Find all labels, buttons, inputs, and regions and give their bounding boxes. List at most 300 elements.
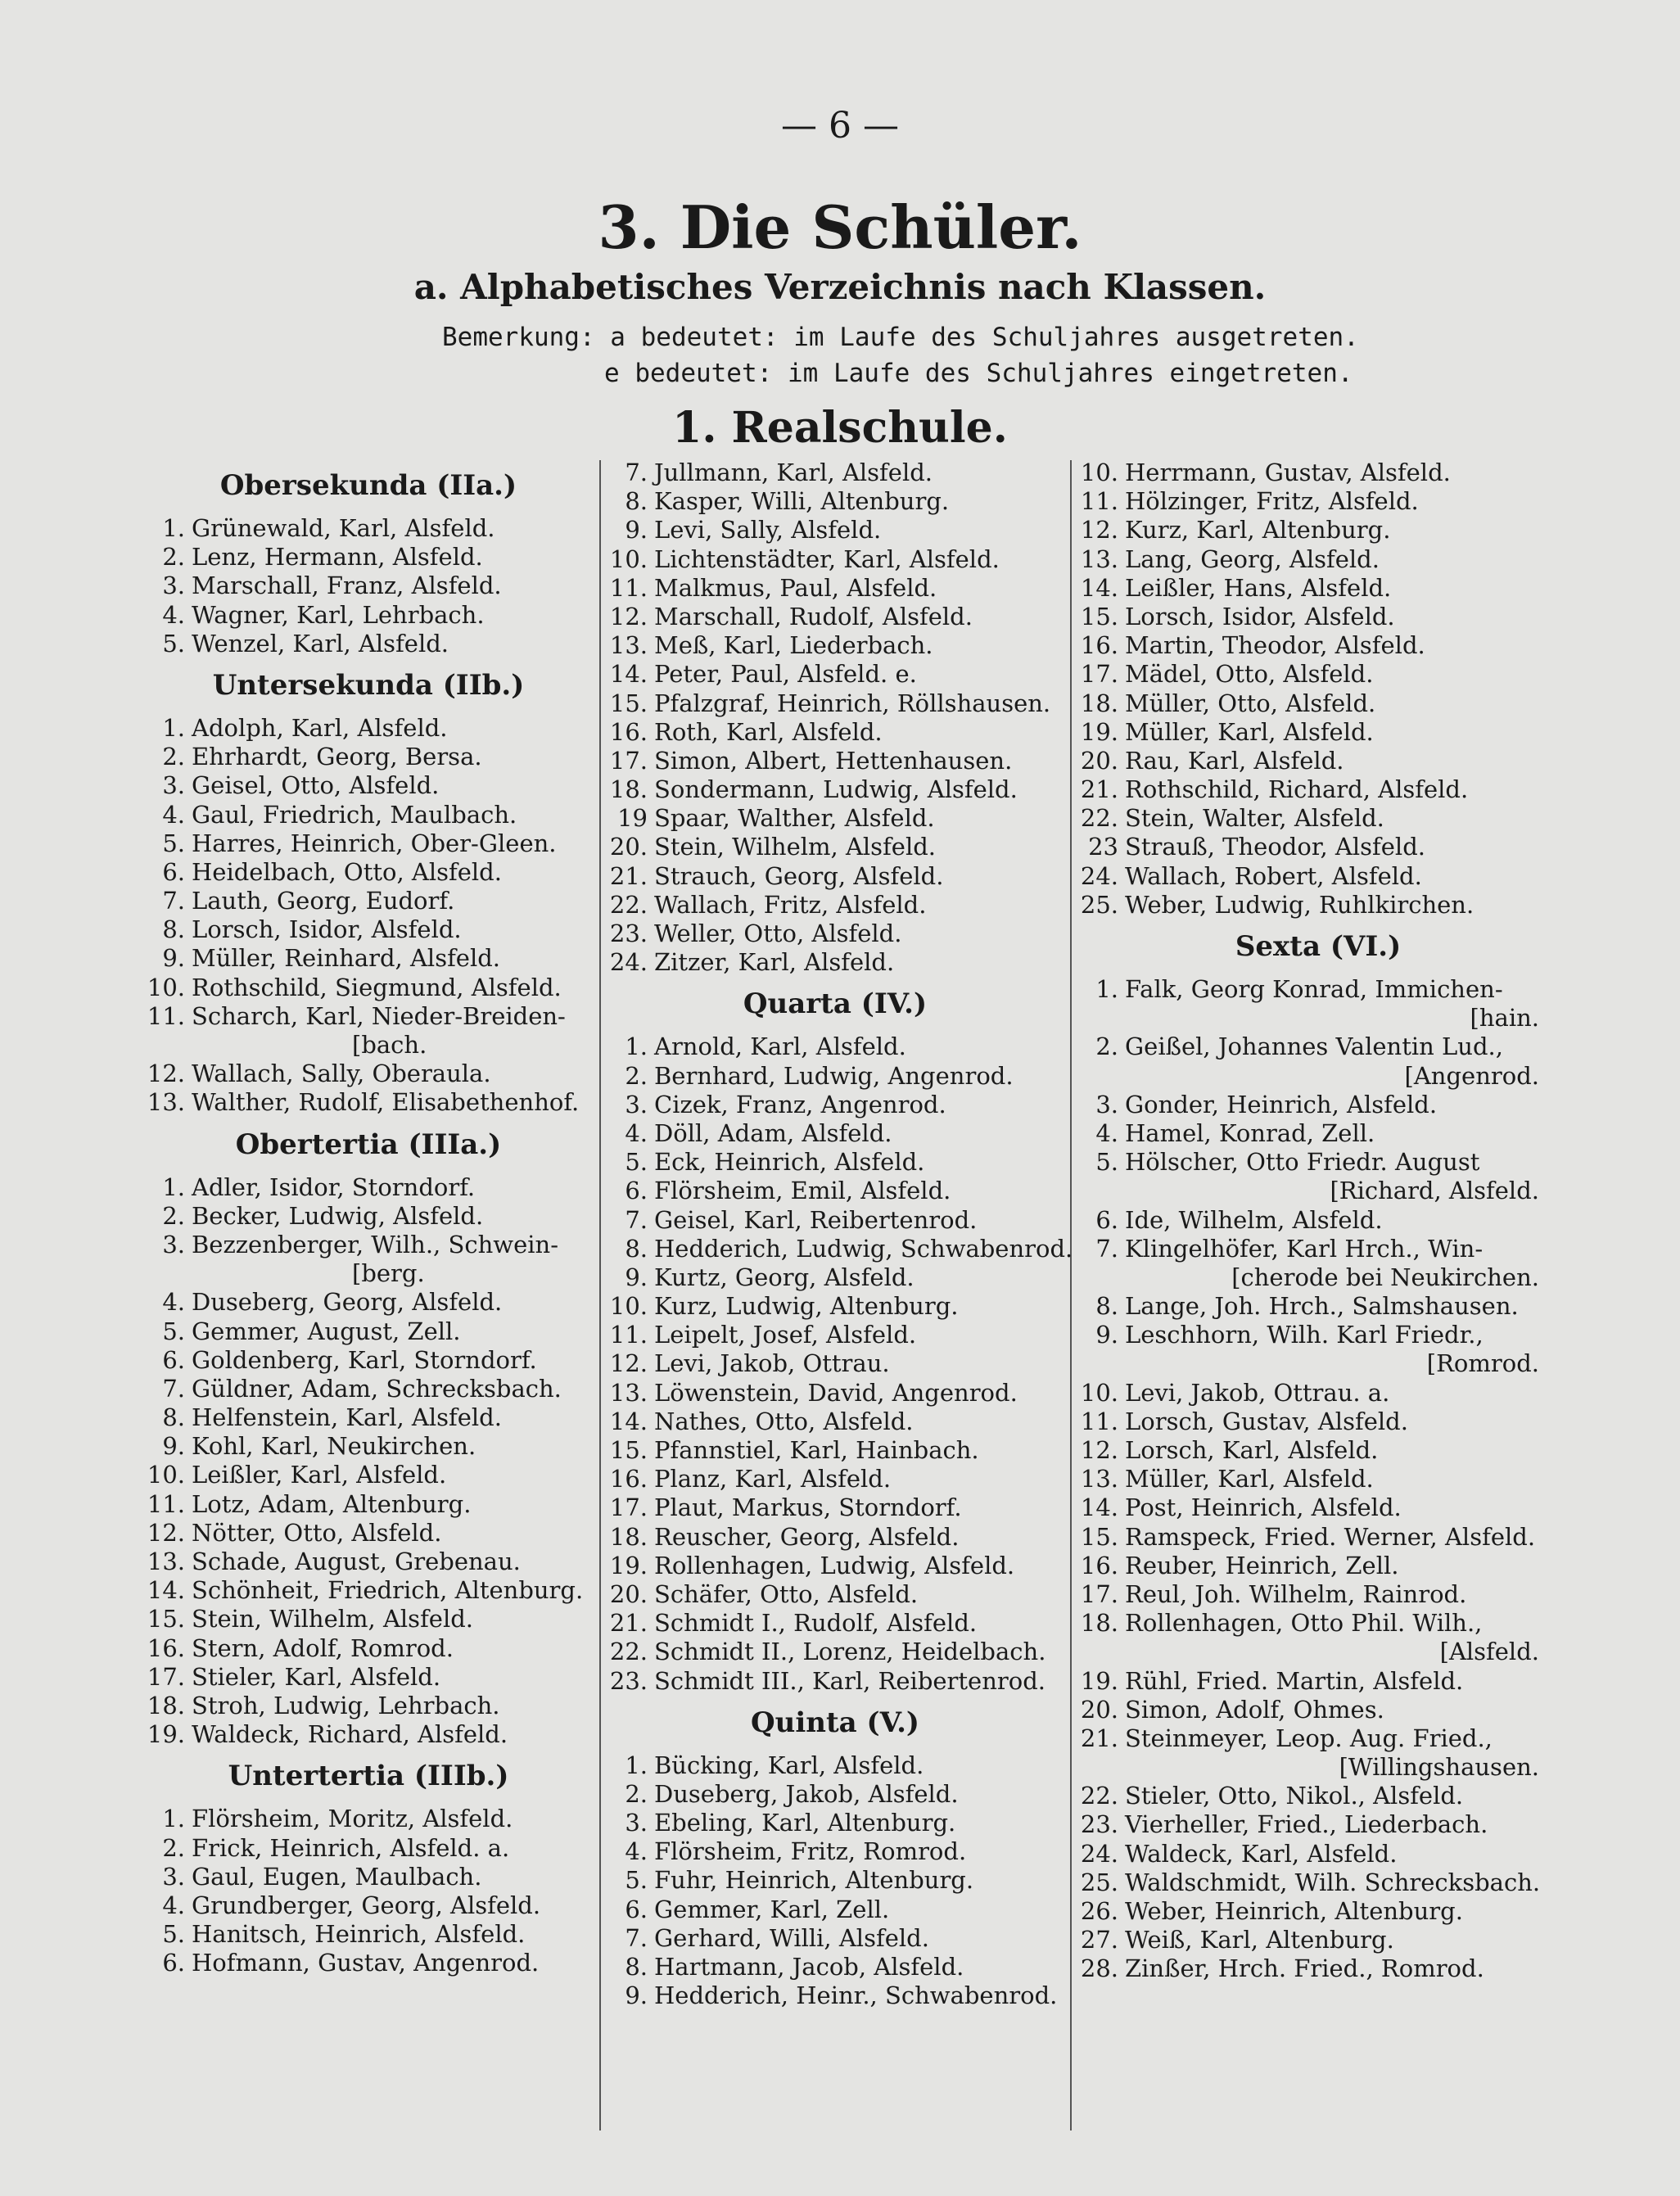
entry-number: 9. xyxy=(625,1981,648,2010)
entry-text: Simon, Adolf, Ohmes. xyxy=(1125,1695,1384,1724)
entry-text: Levi, Jakob, Ottrau. xyxy=(654,1349,890,1378)
student-entry xyxy=(602,1465,1068,1493)
student-entry xyxy=(602,545,1068,574)
entry-number: 22. xyxy=(609,890,648,919)
entry-number: 10. xyxy=(1080,1378,1118,1407)
entry-number: 3. xyxy=(1095,1090,1118,1118)
entry-text: Post, Heinrich, Alsfeld. xyxy=(1125,1493,1402,1522)
entry-number: 20. xyxy=(609,1579,648,1608)
class-heading: Quinta (V.) xyxy=(751,1706,919,1739)
student-entry xyxy=(139,1002,598,1031)
entry-number: 25. xyxy=(1080,1868,1118,1896)
entry-continuation: [Angenrod. xyxy=(1404,1061,1539,1090)
entry-text: Rothschild, Siegmund, Alsfeld. xyxy=(192,973,562,1001)
entry-text: Schade, August, Grebenau. xyxy=(192,1548,521,1575)
entry-text: Ebeling, Karl, Altenburg. xyxy=(654,1809,956,1837)
entry-text: Becker, Ludwig, Alsfeld. xyxy=(192,1201,484,1230)
entry-text: Hölscher, Otto Friedr. August xyxy=(1125,1148,1480,1177)
student-entry xyxy=(139,543,598,572)
student-entry xyxy=(139,1231,598,1259)
entry-number: 7. xyxy=(625,1923,648,1952)
student-entry xyxy=(602,1809,1068,1837)
entry-number: 4. xyxy=(625,1118,648,1147)
student-entry xyxy=(1073,459,1564,487)
student-entry xyxy=(602,1436,1068,1465)
student-entry xyxy=(602,1062,1068,1091)
student-entry xyxy=(602,1408,1068,1436)
entry-number: 9. xyxy=(625,516,648,544)
student-entry xyxy=(139,801,598,829)
entry-number: 16. xyxy=(147,1633,185,1662)
entry-text: Strauß, Theodor, Alsfeld. xyxy=(1125,833,1425,861)
entry-text: Schmidt II., Lorenz, Heidelbach. xyxy=(654,1638,1046,1666)
entry-text: Vierheller, Fried., Liederbach. xyxy=(1125,1810,1488,1839)
entry-number: 8. xyxy=(625,1953,648,1981)
entry-text: Schönheit, Friedrich, Altenburg. xyxy=(192,1576,584,1605)
entry-number: 13. xyxy=(147,1088,185,1117)
student-entry xyxy=(139,1634,598,1663)
entry-text: Lorsch, Isidor, Alsfeld. xyxy=(192,915,462,944)
student-entry xyxy=(1073,1436,1564,1465)
entry-number: 6. xyxy=(162,857,185,886)
student-entry xyxy=(1073,1667,1564,1696)
entry-number: 13. xyxy=(147,1548,185,1575)
entry-number: 8. xyxy=(162,915,185,944)
entry-text: Güldner, Adam, Schrecksbach. xyxy=(192,1374,562,1403)
student-entry xyxy=(602,1981,1068,2010)
entry-number: 2. xyxy=(162,1201,185,1230)
entry-text: Flörsheim, Emil, Alsfeld. xyxy=(654,1177,951,1205)
entry-text: Eck, Heinrich, Alsfeld. xyxy=(654,1148,925,1177)
entry-number: 11. xyxy=(609,1321,648,1349)
entry-text: Lichtenstädter, Karl, Alsfeld. xyxy=(654,544,1000,573)
entry-text: Harres, Heinrich, Ober-Gleen. xyxy=(192,829,557,857)
student-entry xyxy=(602,1177,1068,1205)
entry-text: Hofmann, Gustav, Angenrod. xyxy=(192,1949,540,1977)
class-untertertia-continued xyxy=(602,459,1068,977)
entry-number: 21. xyxy=(609,861,648,890)
student-entry xyxy=(602,833,1068,861)
entry-number: 12. xyxy=(609,602,648,630)
entry-text: Geißel, Johannes Valentin Lud., xyxy=(1125,1032,1503,1061)
entry-number: 12. xyxy=(1080,1436,1118,1464)
entry-number: 6. xyxy=(625,1895,648,1923)
entry-number: 5. xyxy=(625,1148,648,1177)
student-entry xyxy=(1073,660,1564,689)
entry-text: Pfannstiel, Karl, Hainbach. xyxy=(654,1436,979,1464)
entry-number: 13. xyxy=(1080,544,1118,573)
entry-number: 5. xyxy=(1095,1148,1118,1177)
entry-number: 11. xyxy=(1080,1407,1118,1435)
student-entry xyxy=(1073,975,1564,1004)
entry-text: Hartmann, Jacob, Alsfeld. xyxy=(654,1953,964,1981)
entry-number: 10. xyxy=(147,1461,185,1489)
entry-number: 17. xyxy=(1080,660,1118,689)
student-entry xyxy=(139,1490,598,1519)
entry-number: 28. xyxy=(1080,1954,1118,1983)
page-title: 3. Die Schüler. xyxy=(598,192,1082,262)
student-entry xyxy=(139,1060,598,1088)
entry-number: 10. xyxy=(609,1292,648,1321)
entry-number: 20. xyxy=(1080,746,1118,775)
student-entry xyxy=(602,1148,1068,1177)
entry-number: 22. xyxy=(1080,1782,1118,1810)
student-entry xyxy=(139,514,598,543)
page-number: — 6 — xyxy=(781,105,899,147)
entry-text: Gerhard, Willi, Alsfeld. xyxy=(654,1923,929,1952)
entry-text: Schmidt III., Karl, Reibertenrod. xyxy=(654,1666,1046,1695)
entry-number: 11. xyxy=(1080,487,1118,516)
entry-number: 10. xyxy=(147,973,185,1001)
entry-text: Gemmer, Karl, Zell. xyxy=(654,1895,890,1923)
entry-text: Hamel, Konrad, Zell. xyxy=(1125,1118,1375,1147)
entry-text: Strauch, Georg, Alsfeld. xyxy=(654,861,944,890)
student-entry xyxy=(602,1552,1068,1580)
entry-text: Rollenhagen, Ludwig, Alsfeld. xyxy=(654,1551,1015,1579)
student-entry xyxy=(1073,1408,1564,1436)
entry-text: Weber, Heinrich, Altenburg. xyxy=(1125,1897,1463,1925)
student-entry xyxy=(139,1375,598,1403)
entry-text: Mädel, Otto, Alsfeld. xyxy=(1125,660,1374,689)
student-entry xyxy=(1073,545,1564,574)
student-entry xyxy=(139,1949,598,1977)
entry-text: Kasper, Willi, Altenburg. xyxy=(654,487,950,516)
entry-text: Lange, Joh. Hrch., Salmshausen. xyxy=(1125,1292,1519,1321)
entry-text: Adler, Isidor, Storndorf. xyxy=(192,1173,476,1201)
entry-text: Nötter, Otto, Alsfeld. xyxy=(192,1518,442,1547)
student-entry xyxy=(1073,689,1564,718)
entry-number: 7. xyxy=(625,459,648,486)
entry-text: Simon, Albert, Hettenhausen. xyxy=(654,746,1013,775)
student-entry xyxy=(1073,1609,1564,1638)
student-entry xyxy=(139,714,598,743)
entry-number: 3. xyxy=(162,771,185,800)
entry-text: Geisel, Otto, Alsfeld. xyxy=(192,771,440,800)
column-divider-left xyxy=(599,460,601,2130)
entry-text: Martin, Theodor, Alsfeld. xyxy=(1125,631,1425,660)
entry-number: 15. xyxy=(1080,1522,1118,1551)
entry-number: 5. xyxy=(162,1920,185,1949)
student-entry xyxy=(602,920,1068,948)
entry-number: 2. xyxy=(162,543,185,572)
entry-number: 22. xyxy=(1080,804,1118,833)
entry-number: 5. xyxy=(625,1866,648,1895)
entry-number: 13. xyxy=(1080,1465,1118,1493)
entry-number: 9. xyxy=(1095,1321,1118,1349)
student-entry xyxy=(602,1924,1068,1953)
entry-text: Stroh, Ludwig, Lehrbach. xyxy=(192,1691,500,1719)
subtitle: a. Alphabetisches Verzeichnis nach Klassen. xyxy=(413,267,1267,307)
entry-text: Spaar, Walther, Alsfeld. xyxy=(654,804,935,833)
entry-text: Duseberg, Jakob, Alsfeld. xyxy=(654,1779,959,1808)
class-quarta xyxy=(602,983,1073,1695)
entry-number: 27. xyxy=(1080,1926,1118,1954)
entry-number: 10. xyxy=(1080,459,1118,486)
student-entry xyxy=(1073,631,1564,660)
entry-number: 4. xyxy=(162,800,185,829)
entry-number: 1. xyxy=(625,1751,648,1779)
entry-text: Cizek, Franz, Angenrod. xyxy=(654,1090,946,1118)
entry-continuation: [hain. xyxy=(1470,1004,1539,1032)
entry-number: 1. xyxy=(162,514,185,542)
entry-text: Lenz, Hermann, Alsfeld. xyxy=(192,543,483,572)
entry-text: Adolph, Karl, Alsfeld. xyxy=(192,713,448,742)
entry-text: Kurz, Karl, Altenburg. xyxy=(1125,516,1391,544)
class-untertertia xyxy=(139,1755,598,1977)
entry-text: Gaul, Friedrich, Maulbach. xyxy=(192,800,517,829)
entry-number: 13. xyxy=(609,1378,648,1407)
entry-text: Wallach, Fritz, Alsfeld. xyxy=(654,890,927,919)
entry-number: 4. xyxy=(162,600,185,629)
entry-text: Stein, Wilhelm, Alsfeld. xyxy=(192,1605,474,1633)
entry-number: 20. xyxy=(609,833,648,861)
entry-number: 3. xyxy=(162,1862,185,1891)
entry-text: Rau, Karl, Alsfeld. xyxy=(1125,746,1344,775)
entry-text: Schäfer, Otto, Alsfeld. xyxy=(654,1579,919,1608)
entry-text: Flörsheim, Fritz, Romrod. xyxy=(654,1837,967,1866)
entry-number: 12. xyxy=(147,1518,185,1547)
entry-text: Levi, Jakob, Ottrau. a. xyxy=(1125,1378,1390,1407)
student-entry xyxy=(1073,1206,1564,1235)
student-entry xyxy=(602,603,1068,631)
student-entry xyxy=(1073,1954,1564,1983)
student-entry xyxy=(602,1580,1068,1609)
entry-number: 18. xyxy=(147,1691,185,1719)
entry-number: 19. xyxy=(1080,717,1118,746)
student-entry xyxy=(602,1780,1068,1809)
entry-text: Gonder, Heinrich, Alsfeld. xyxy=(1125,1090,1438,1118)
student-entry xyxy=(1073,1897,1564,1926)
class-heading: Quarta (IV.) xyxy=(743,987,928,1021)
student-entry xyxy=(602,1206,1068,1235)
entry-number: 3. xyxy=(625,1809,648,1837)
entry-number: 14. xyxy=(147,1576,185,1605)
class-heading: Untersekunda (IIb.) xyxy=(212,668,525,702)
student-entry xyxy=(1073,718,1564,747)
student-entry xyxy=(1073,1810,1564,1839)
student-entry xyxy=(139,572,598,600)
entry-number: 24. xyxy=(1080,1839,1118,1868)
student-entry xyxy=(1073,1580,1564,1609)
remark-line-1: Bemerkung: a bedeutet: im Laufe des Schuljahres ausgetreten. xyxy=(442,323,1359,352)
student-entry xyxy=(602,1866,1068,1895)
student-entry xyxy=(1073,1926,1564,1954)
entry-text: Grünewald, Karl, Alsfeld. xyxy=(192,514,495,542)
entry-text: Wenzel, Karl, Alsfeld. xyxy=(192,629,449,657)
student-entry xyxy=(602,747,1068,775)
student-entry xyxy=(602,718,1068,747)
student-entry xyxy=(139,601,598,630)
student-entry xyxy=(1073,487,1564,516)
student-entry xyxy=(139,858,598,887)
entry-text: Waldeck, Richard, Alsfeld. xyxy=(192,1720,508,1749)
student-entry xyxy=(139,1692,598,1720)
entry-number: 6. xyxy=(162,1949,185,1977)
entry-text: Wallach, Robert, Alsfeld. xyxy=(1125,861,1422,890)
student-entry xyxy=(139,630,598,658)
entry-number: 4. xyxy=(162,1891,185,1919)
entry-text: Zinßer, Hrch. Fried., Romrod. xyxy=(1125,1954,1484,1983)
entry-text: Frick, Heinrich, Alsfeld. a. xyxy=(192,1833,510,1862)
student-entry xyxy=(602,1953,1068,1981)
entry-number: 21. xyxy=(1080,1724,1118,1752)
entry-text: Duseberg, Georg, Alsfeld. xyxy=(192,1288,503,1317)
entry-text: Leipelt, Josef, Alsfeld. xyxy=(654,1321,917,1349)
student-entry xyxy=(1073,747,1564,775)
student-entry xyxy=(1073,1696,1564,1724)
entry-text: Kurz, Ludwig, Altenburg. xyxy=(654,1292,959,1321)
student-entry xyxy=(1073,1379,1564,1408)
entry-text: Müller, Karl, Alsfeld. xyxy=(1125,1465,1374,1493)
entry-text: Steinmeyer, Leop. Aug. Fried., xyxy=(1125,1724,1493,1752)
student-entry xyxy=(602,516,1068,544)
entry-number: 4. xyxy=(1095,1118,1118,1147)
student-entry xyxy=(602,1349,1068,1378)
entry-number: 23. xyxy=(609,1666,648,1695)
student-entry xyxy=(602,1493,1068,1522)
entry-number: 5. xyxy=(162,1317,185,1345)
entry-text: Nathes, Otto, Alsfeld. xyxy=(654,1407,914,1435)
entry-continuation: [Willingshausen. xyxy=(1339,1753,1539,1782)
student-entry xyxy=(1073,1868,1564,1897)
entry-number: 1. xyxy=(162,1805,185,1833)
student-entry xyxy=(1073,1148,1564,1177)
entry-number: 6. xyxy=(162,1345,185,1374)
entry-number: 15. xyxy=(1080,602,1118,630)
entry-text: Leißler, Karl, Alsfeld. xyxy=(192,1461,447,1489)
entry-number: 3. xyxy=(162,572,185,600)
student-entry xyxy=(1073,1465,1564,1493)
entry-number: 21. xyxy=(1080,775,1118,804)
entry-text: Schmidt I., Rudolf, Alsfeld. xyxy=(654,1609,978,1638)
entry-text: Grundberger, Georg, Alsfeld. xyxy=(192,1891,541,1919)
entry-text: Reuscher, Georg, Alsfeld. xyxy=(654,1522,960,1551)
entry-continuation: [bach. xyxy=(352,1031,427,1059)
entry-text: Weller, Otto, Alsfeld. xyxy=(654,920,902,947)
entry-text: Hanitsch, Heinrich, Alsfeld. xyxy=(192,1920,526,1949)
student-entry xyxy=(602,1321,1068,1349)
column-middle xyxy=(602,459,1073,2010)
student-entry xyxy=(139,1576,598,1605)
student-entry xyxy=(139,1920,598,1949)
student-entry xyxy=(139,1202,598,1231)
student-entry xyxy=(139,1834,598,1863)
column-left xyxy=(139,459,598,1977)
entry-number: 17. xyxy=(147,1662,185,1691)
entry-text: Müller, Reinhard, Alsfeld. xyxy=(192,944,501,973)
entry-number: 1. xyxy=(1095,975,1118,1003)
student-entry xyxy=(602,459,1068,487)
student-entry xyxy=(1073,833,1564,861)
entry-continuation: [Richard, Alsfeld. xyxy=(1330,1177,1539,1205)
entry-number: 16. xyxy=(609,717,648,746)
student-entry xyxy=(139,1519,598,1548)
entry-text: Döll, Adam, Alsfeld. xyxy=(654,1118,892,1147)
entry-number: 25. xyxy=(1080,890,1118,919)
entry-continuation: [cherode bei Neukirchen. xyxy=(1231,1263,1539,1291)
entry-number: 17. xyxy=(609,1493,648,1522)
entry-number: 3. xyxy=(162,1230,185,1258)
student-entry xyxy=(1073,1552,1564,1580)
entry-text: Pfalzgraf, Heinrich, Röllshausen. xyxy=(654,689,1051,717)
entry-number: 2. xyxy=(162,743,185,771)
student-entry xyxy=(139,974,598,1002)
entry-text: Sondermann, Ludwig, Alsfeld. xyxy=(654,775,1018,804)
entry-text: Weber, Ludwig, Ruhlkirchen. xyxy=(1125,890,1475,919)
entry-number: 16. xyxy=(1080,1551,1118,1579)
entry-number: 1. xyxy=(162,1173,185,1201)
entry-text: Klingelhöfer, Karl Hrch., Win- xyxy=(1125,1234,1484,1263)
entry-text: Wagner, Karl, Lehrbach. xyxy=(192,600,485,629)
student-entry xyxy=(139,1317,598,1346)
entry-number: 9. xyxy=(625,1263,648,1291)
entry-number: 18. xyxy=(1080,689,1118,717)
entry-text: Lang, Georg, Alsfeld. xyxy=(1125,544,1380,573)
entry-number: 23. xyxy=(609,920,648,947)
student-entry xyxy=(1073,603,1564,631)
entry-text: Bezzenberger, Wilh., Schwein- xyxy=(192,1230,558,1258)
entry-number: 5. xyxy=(162,629,185,657)
entry-number: 13. xyxy=(609,631,648,660)
student-entry xyxy=(1073,1782,1564,1810)
class-obersekunda xyxy=(139,465,598,658)
entry-number: 4. xyxy=(162,1288,185,1317)
entry-number: 12. xyxy=(609,1349,648,1378)
entry-number: 11. xyxy=(609,573,648,602)
entry-text: Weiß, Karl, Altenburg. xyxy=(1125,1926,1394,1954)
class-sexta xyxy=(1073,926,1564,1984)
entry-number: 26. xyxy=(1080,1897,1118,1925)
entry-number: 5. xyxy=(162,829,185,857)
entry-text: Hölzinger, Fritz, Alsfeld. xyxy=(1125,487,1419,516)
student-entry xyxy=(602,1263,1068,1292)
entry-number: 14. xyxy=(609,1407,648,1435)
student-entry xyxy=(602,1523,1068,1552)
entry-number: 14. xyxy=(1080,1493,1118,1522)
student-entry xyxy=(139,1605,598,1633)
entry-text: Flörsheim, Moritz, Alsfeld. xyxy=(192,1805,513,1833)
entry-continuation: [Romrod. xyxy=(1426,1349,1539,1378)
class-quinta-continued xyxy=(1073,459,1564,920)
student-entry xyxy=(602,1379,1068,1408)
entry-text: Müller, Karl, Alsfeld. xyxy=(1125,717,1374,746)
entry-text: Waldschmidt, Wilh. Schrecksbach. xyxy=(1125,1868,1541,1896)
entry-number: 7. xyxy=(1095,1234,1118,1263)
class-obertertia xyxy=(139,1124,598,1750)
entry-text: Goldenberg, Karl, Storndorf. xyxy=(192,1345,537,1374)
entry-text: Hedderich, Heinr., Schwabenrod. xyxy=(654,1981,1058,2010)
class-heading: Sexta (VI.) xyxy=(1235,930,1402,963)
remark-line-2: e bedeutet: im Laufe des Schuljahres eingetreten. xyxy=(604,359,1353,388)
entry-text: Stieler, Karl, Alsfeld. xyxy=(192,1662,441,1691)
student-entry xyxy=(1073,1091,1564,1119)
student-entry xyxy=(602,1119,1068,1148)
entry-text: Walther, Rudolf, Elisabethenhof. xyxy=(192,1088,580,1117)
student-entry xyxy=(139,1805,598,1833)
entry-text: Falk, Georg Konrad, Immichen- xyxy=(1125,975,1503,1003)
column-right xyxy=(1073,459,1564,1984)
entry-text: Leißler, Hans, Alsfeld. xyxy=(1125,573,1392,602)
entry-number: 6. xyxy=(1095,1205,1118,1234)
entry-number: 9. xyxy=(162,1432,185,1461)
entry-number: 18. xyxy=(609,775,648,804)
student-entry xyxy=(1073,574,1564,603)
student-entry xyxy=(602,1751,1068,1780)
entry-text: Stein, Wilhelm, Alsfeld. xyxy=(654,833,937,861)
student-entry xyxy=(602,487,1068,516)
entry-number: 2. xyxy=(625,1061,648,1090)
entry-number: 18. xyxy=(609,1522,648,1551)
